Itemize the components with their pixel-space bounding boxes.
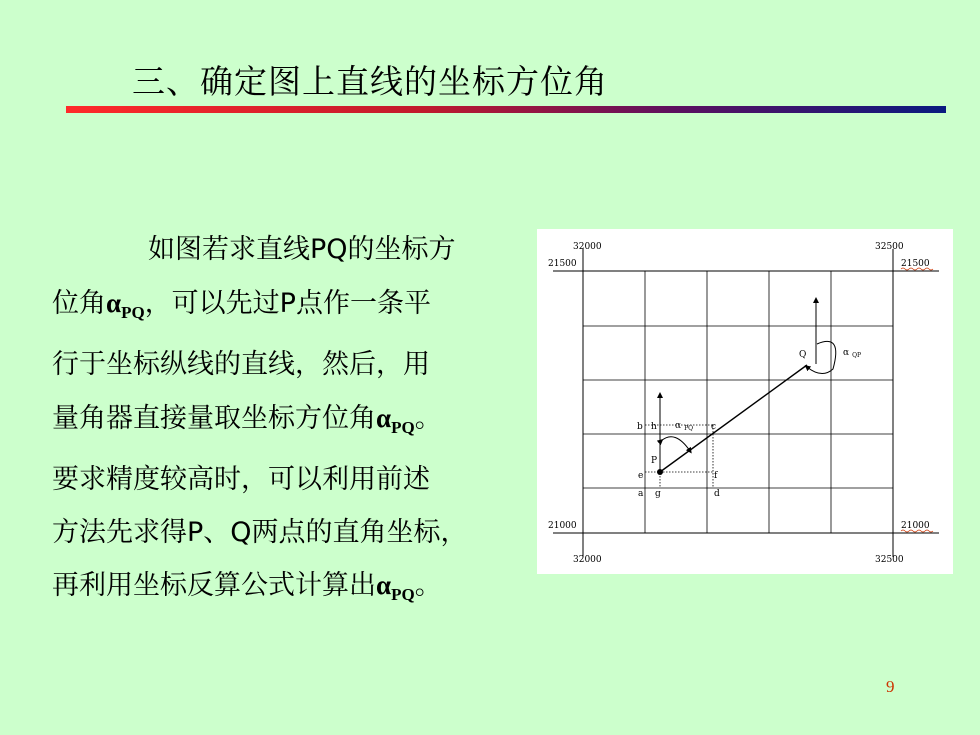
label-alpha-pq: α $_{PQ}$: [675, 421, 694, 432]
alpha-symbol: α: [106, 287, 122, 318]
label-bottom-right-x: 32500: [875, 555, 904, 565]
text-line-2: 位角$\alpha_{PQ}$，可以先过P点作一条平: [52, 287, 431, 322]
label-top-left-y: 21500: [548, 259, 577, 269]
point-p: [657, 469, 663, 475]
text-line-4: 量角器直接量取坐标方位角$\alpha_{PQ}$。: [52, 402, 442, 437]
slide-title: 三、确定图上直线的坐标方位角: [132, 62, 608, 101]
title-divider: [66, 106, 946, 113]
label-top-right-y: 21500: [901, 259, 930, 269]
label-e: e: [638, 471, 644, 481]
label-g: g: [655, 489, 661, 499]
label-bottom-right-y: 21000: [901, 521, 930, 531]
pq-subscript: PQ: [391, 417, 415, 437]
label-alpha-qp: α $_{QP}$: [843, 348, 862, 359]
grid-frame: [553, 249, 939, 557]
label-top-right-x: 32500: [875, 242, 904, 252]
label-h: h: [651, 422, 657, 432]
text-line-5: 要求精度较高时，可以利用前述: [52, 464, 430, 495]
grid-diagram: [537, 229, 953, 574]
angle-arc-pq: [661, 437, 690, 451]
pq-subscript: PQ: [391, 585, 415, 604]
label-q: Q: [799, 350, 807, 360]
text-line-3: 行于坐标纵线的直线，然后，用: [52, 349, 430, 380]
text-line-6: 方法先求得P、Q两点的直角坐标，: [52, 516, 468, 548]
coordinate-grid-figure: [537, 229, 953, 574]
pq-subscript: PQ: [121, 302, 145, 322]
label-p: P: [651, 456, 658, 466]
alpha-symbol: α: [376, 570, 392, 600]
label-bottom-left-y: 21000: [548, 521, 577, 531]
label-bottom-left-x: 32000: [573, 555, 602, 565]
angle-arc-qp: [807, 341, 836, 373]
grid-lines: [583, 271, 893, 533]
text-line-7: 再利用坐标反算公式计算出$\alpha_{PQ}$。: [52, 570, 442, 604]
point-labels: [637, 348, 861, 499]
label-c: c: [711, 422, 717, 432]
page-number: 9: [886, 677, 895, 696]
label-a: a: [638, 489, 644, 499]
text-line-1: 如图若求直线PQ的坐标方: [148, 234, 456, 265]
alpha-symbol: α: [376, 402, 392, 433]
coordinate-labels: [548, 242, 930, 565]
line-pq: [660, 365, 807, 472]
label-b: b: [637, 422, 643, 432]
body-paragraph: [52, 224, 537, 622]
label-top-left-x: 32000: [573, 242, 602, 252]
label-f: f: [714, 471, 718, 481]
label-d: d: [714, 489, 720, 499]
